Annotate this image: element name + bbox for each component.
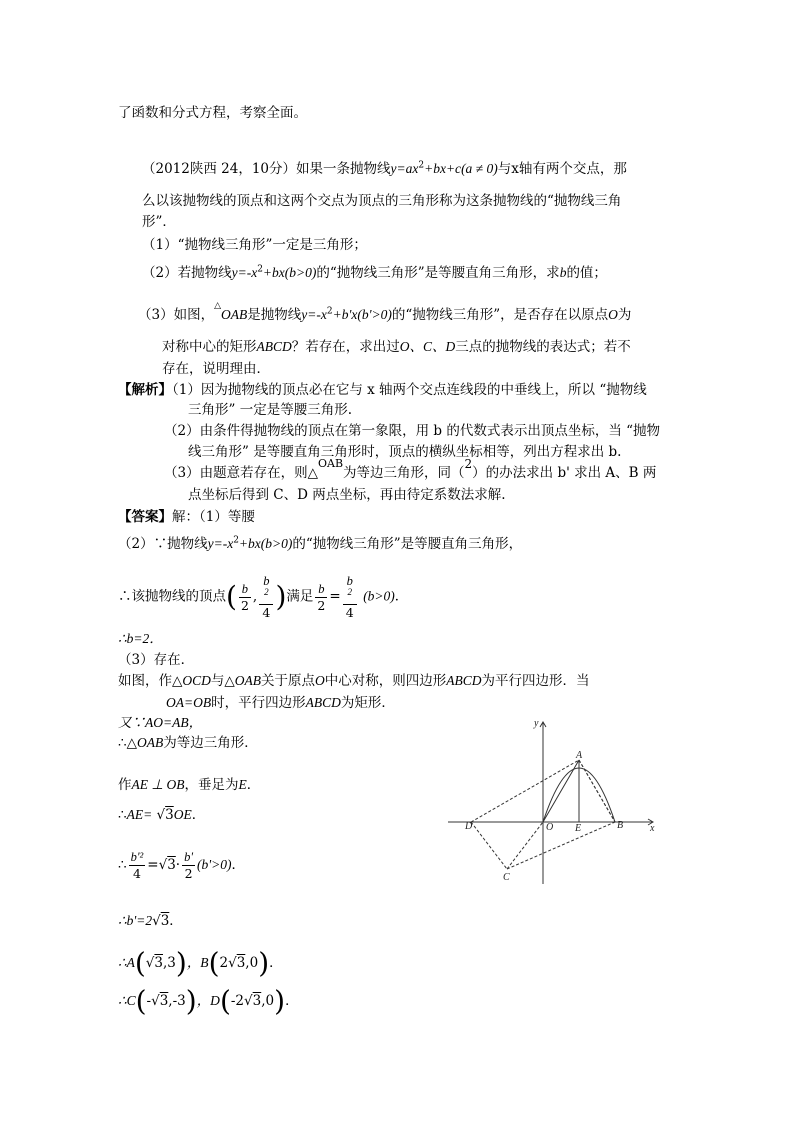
label-D: D (465, 821, 473, 832)
answer-line-13: ∴b'=2√3． (118, 913, 183, 929)
answer-line-5: （3）存在． (118, 652, 195, 668)
analysis-line-2b: 线三角形” 是等腰直角三角形时，顶点的横纵坐标相等，列出方程求出 b. (188, 444, 622, 460)
segment-CB (507, 822, 615, 869)
analysis-line-1b: 三角形” 一定是等腰三角形. (188, 402, 352, 418)
analysis-line-1: 【解析】（1）因为抛物线的顶点必在它与 x 轴两个交点连线段的中垂线上，所以 “抛物线 (118, 382, 647, 398)
geometry-figure (448, 716, 670, 886)
answer-line-1: 【答案】解：（1）等腰 (118, 509, 255, 525)
answer-line-12: ∴ $\frac{\text{b'²}}{4}$ =√3· $\frac{b'}{2}$ (b'>0)． (118, 850, 246, 881)
problem-line-3: 形”． (142, 214, 176, 230)
question-3: （3）如图，△OAB是抛物线$y=-x^2+b'x(b'>0)$的“抛物线三角形”，是否存在以原点O为 (138, 300, 632, 323)
answer-line-10: 作AE ⊥ OB，垂足为E． (118, 777, 261, 793)
intro-line: 了函数和分式方程，考察全面。 (118, 105, 307, 121)
label-y: y (534, 718, 539, 729)
label-C: C (503, 872, 510, 883)
answer-line-14: ∴A(√3,3)，B(2√3,0)． (118, 946, 283, 980)
question-1: （1）“抛物线三角形”一定是三角形； (142, 237, 367, 253)
answer-line-6: 如图，作△OCD与△OAB关于原点O中心对称，则四边形ABCD为平行四边形．当 (118, 673, 590, 689)
answer-line-3: ∴该抛物线的顶点( $\frac{b}{2}$ , b $^2$ 4 )满足 $\frac{b}{2}$ = b $^2$ 4 (b>0)． (118, 574, 409, 620)
answer-line-9: ∴△OAB为等边三角形． (118, 735, 258, 751)
analysis-label: 【解析】 (118, 382, 172, 398)
analysis-line-2: （2）由条件得抛物线的顶点在第一象限，用 b 的代数式表示出顶点坐标，当 “抛物 (164, 423, 661, 439)
problem-line-2: 么以该抛物线的顶点和这两个交点为顶点的三角形称为这条抛物线的“抛物线三角 (142, 193, 622, 209)
label-x: x (650, 823, 655, 834)
analysis-line-3: （3）由题意若存在，则△$^{OAB}$为等边三角形，同（$^2$）的办法求出 b' 求出 A、B 两 (164, 456, 657, 481)
question-3-line-2: 对称中心的矩形ABCD？若存在，求出过O、C、D三点的抛物线的表达式；若不 (162, 339, 631, 355)
segment-DC (471, 822, 507, 869)
question-3-line-3: 存在，说明理由． (162, 361, 270, 377)
label-B: B (617, 820, 624, 831)
segment-DA (471, 760, 579, 822)
answer-label: 【答案】 (118, 509, 172, 525)
answer-line-15: ∴C(-√3,-3)，D(-2√3,0)． (118, 984, 299, 1018)
label-A: A (576, 750, 583, 761)
question-2: （2）若抛物线$y=-x^2+bx(b>0)$的“抛物线三角形”是等腰直角三角形，求b的值； (142, 264, 607, 281)
segment-BA-ext (579, 760, 615, 822)
segment-CO (507, 822, 543, 869)
answer-line-2: （2）∵抛物线$y=-x^2+bx(b>0)$的“抛物线三角形”是等腰直角三角形， (118, 535, 523, 552)
label-O: O (546, 822, 554, 833)
answer-line-11: ∴AE= √3OE． (118, 807, 206, 823)
answer-line-8: 又∵AO=AB， (118, 715, 203, 730)
segment-OA (543, 760, 579, 822)
problem-line-1: （2012陕西 24，10分）如果一条抛物线$y=ax^2+bx+c(a \ne 0)$与x轴有两个交点，那 (142, 160, 627, 177)
label-E: E (575, 823, 582, 834)
analysis-line-3b: 点坐标后得到 C、D 两点坐标，再由待定系数法求解. (188, 487, 506, 503)
answer-line-4: ∴b=2． (118, 631, 163, 646)
answer-line-7: OA=OB时，平行四边形ABCD为矩形． (166, 695, 395, 711)
